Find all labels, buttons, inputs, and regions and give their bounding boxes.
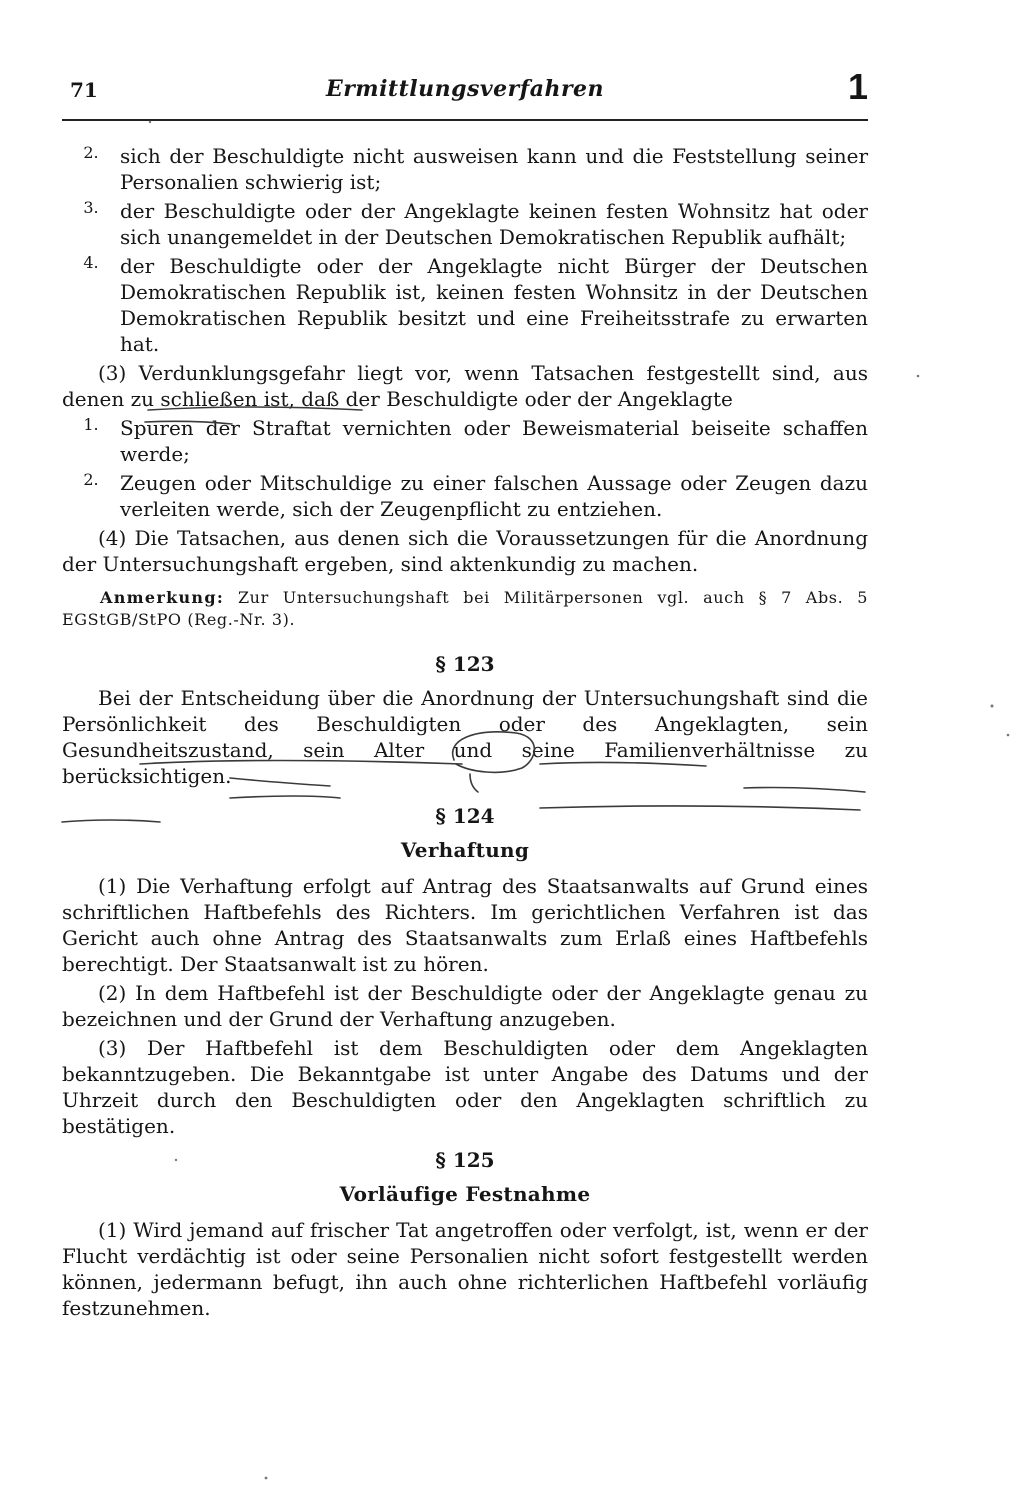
list-text: Spuren der Straftat vernichten oder Beweismaterial beiseite schaffen werde; xyxy=(120,416,868,466)
running-title: Ermittlungsverfahren xyxy=(325,76,605,102)
list-text: der Beschuldigte oder der Angeklagte nicht Bürger der Deutschen Demokratischen Republik ist, keinen festen Wohnsitz in der Deutschen Demokratischen Republik besitzt und eine Freiheitsstrafe zu erwarten hat. xyxy=(120,254,868,356)
list-text: Zeugen oder Mitschuldige zu einer falschen Aussage oder Zeugen dazu verleiten werde, sich der Zeugenpflicht zu entziehen. xyxy=(120,471,868,521)
paragraph-4: (4) Die Tatsachen, aus denen sich die Voraussetzungen für die Anordnung der Untersuchungshaft ergeben, sind aktenkundig zu machen. xyxy=(62,526,868,576)
list-item xyxy=(62,415,868,467)
list-text: sich der Beschuldigte nicht ausweisen kann und die Feststellung seiner Personalien schwierig ist; xyxy=(120,144,868,194)
list-number: 3. xyxy=(83,198,99,217)
list-number: 4. xyxy=(83,253,99,272)
list-item xyxy=(62,198,868,250)
list-item xyxy=(62,143,868,195)
page-body xyxy=(62,143,868,1324)
section-title-124: Verhaftung xyxy=(400,838,530,862)
list-item xyxy=(62,253,868,357)
section-125-para-1: (1) Wird jemand auf frischer Tat angetroffen oder verfolgt, ist, wenn er der Flucht verdächtig ist oder seine Personalien nicht sofort festgestellt werden können, jedermann befugt, ihn auch ohne richterlichen Haftbefehl vorläufig festzunehmen. xyxy=(62,1218,868,1320)
section-123-text: Bei der Entscheidung über die Anordnung der Untersuchungshaft sind die Persönlichkeit des Beschuldigten oder des Angeklagten, sein Gesundheitszustand, sein Alter und seine Familienverhältnisse zu berücksichtigen. xyxy=(62,686,868,788)
list-text: der Beschuldigte oder der Angeklagte keinen festen Wohnsitz hat oder sich unangemeldet in der Deutschen Demokratischen Republik aufhält; xyxy=(120,199,868,249)
annotation-note xyxy=(62,587,868,631)
page-header xyxy=(62,66,868,114)
section-heading-124: § 124 xyxy=(435,804,495,828)
section-124-para-2: (2) In dem Haftbefehl ist der Beschuldigte oder der Angeklagte genau zu bezeichnen und der Grund der Verhaftung anzugeben. xyxy=(62,981,868,1031)
list-number: 1. xyxy=(83,415,99,434)
section-heading-123: § 123 xyxy=(435,652,495,676)
page-number: 71 xyxy=(70,78,98,102)
note-label: Anmerkung: xyxy=(100,588,225,607)
section-124-para-1: (1) Die Verhaftung erfolgt auf Antrag des Staatsanwalts auf Grund eines schriftlichen Haftbefehls des Richters. Im gerichtlichen Verfahren ist das Gericht auch ohne Antrag des Staatsanwalts zum Erlaß eines Haftbefehls berechtigt. Der Staatsanwalt ist zu hören. xyxy=(62,874,868,976)
list-number: 2. xyxy=(83,470,99,489)
section-heading-125: § 125 xyxy=(435,1148,495,1172)
header-rule xyxy=(62,119,868,121)
note-text: Zur Untersuchungshaft bei Militärpersonen vgl. auch § 7 Abs. 5 EGStGB/StPO (Reg.-Nr. 3). xyxy=(62,588,868,629)
section-124-para-3: (3) Der Haftbefehl ist dem Beschuldigten oder dem Angeklagten bekanntzugeben. Die Bekanntgabe ist unter Angabe des Datums und der Uhrzeit durch den Beschuldigten oder den Angeklagten schriftlich zu bestätigen. xyxy=(62,1036,868,1138)
list-item xyxy=(62,470,868,522)
chapter-number: 1 xyxy=(847,66,868,107)
paragraph-3: (3) Verdunklungsgefahr liegt vor, wenn Tatsachen festgestellt sind, aus denen zu schließen ist, daß der Beschuldigte oder der Angeklagte xyxy=(62,361,868,411)
list-number: 2. xyxy=(83,143,99,162)
section-title-125: Vorläufige Festnahme xyxy=(339,1182,591,1206)
